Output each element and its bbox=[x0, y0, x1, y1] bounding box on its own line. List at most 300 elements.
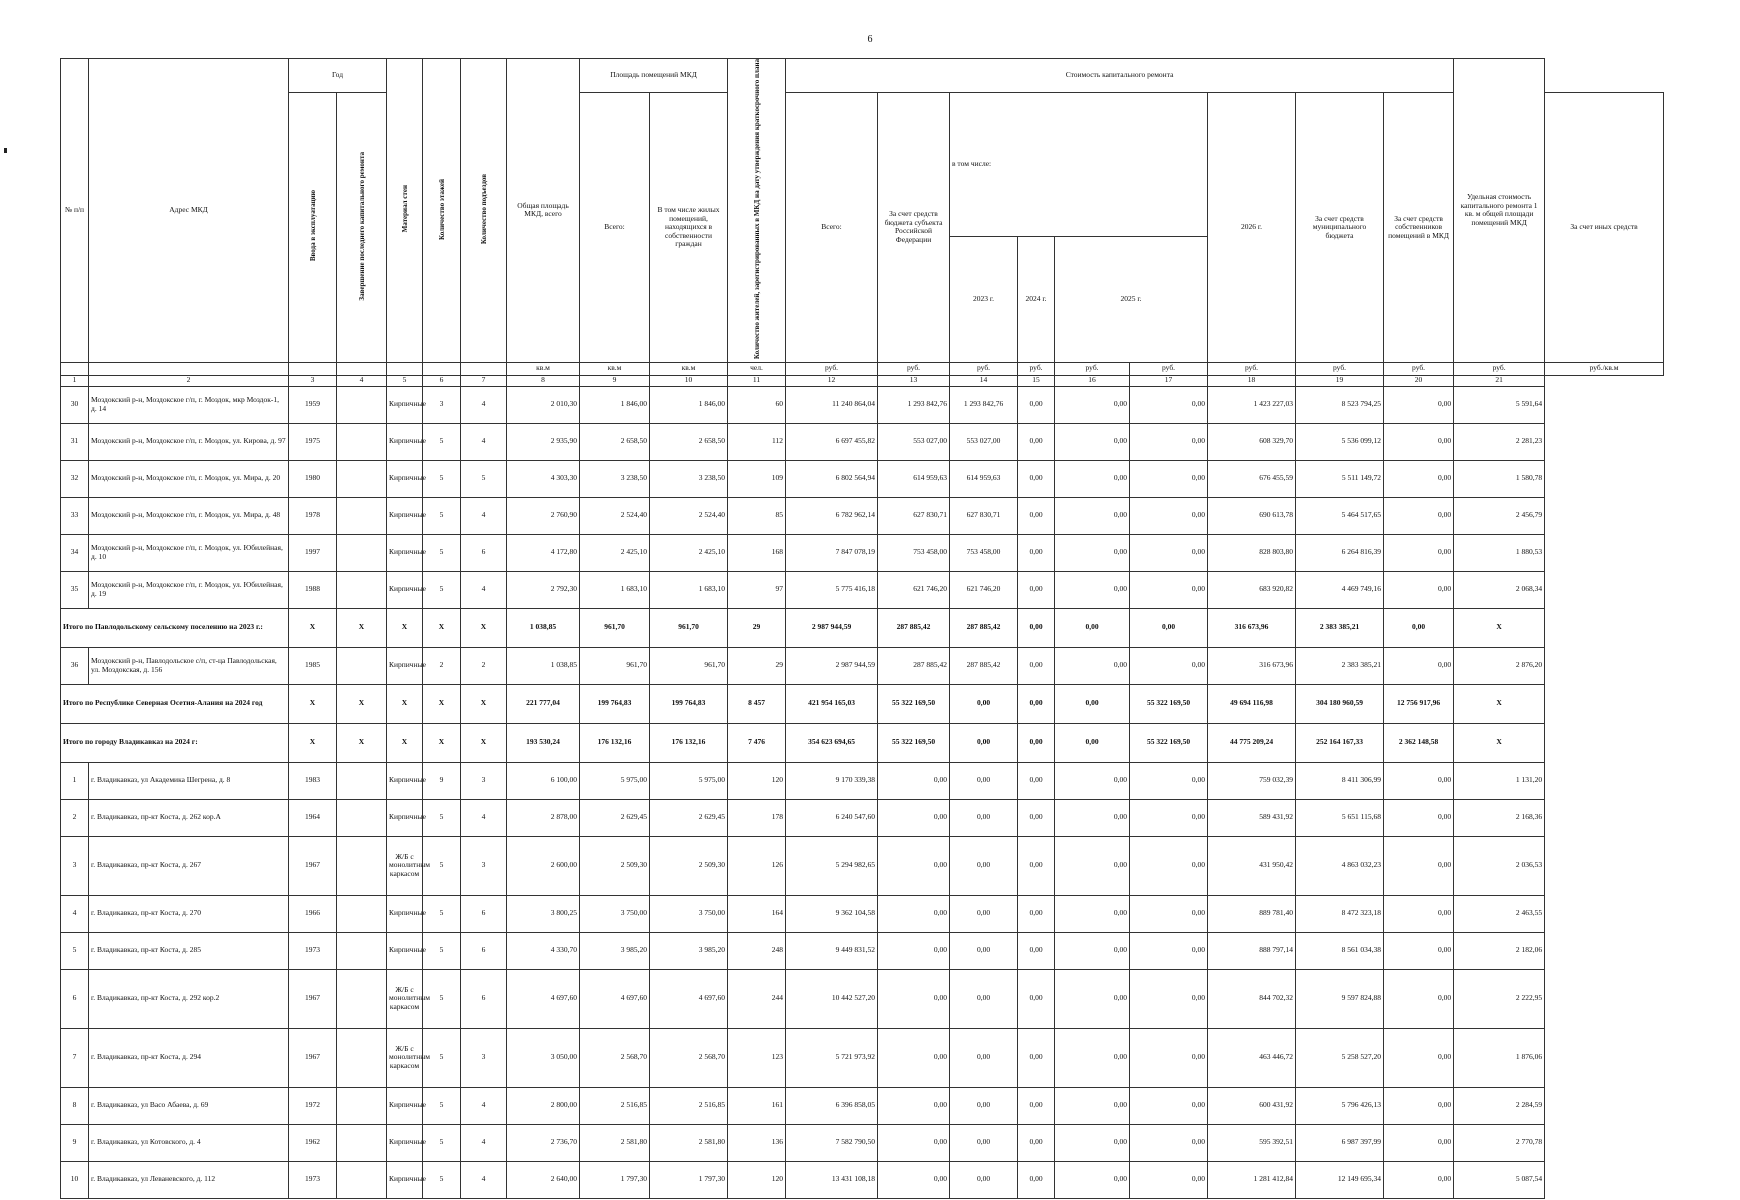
table-cell: 5 258 527,20 bbox=[1296, 1028, 1384, 1087]
table-cell: Кирпичные bbox=[387, 571, 423, 608]
unit-cell: кв.м bbox=[650, 362, 728, 375]
table-row bbox=[61, 1161, 1664, 1198]
table-cell: Ж/Б с монолитным каркасом bbox=[387, 1028, 423, 1087]
table-cell: 5 bbox=[423, 534, 461, 571]
table-cell: 2 281,23 bbox=[1454, 423, 1545, 460]
table-cell: 2 640,00 bbox=[507, 1161, 580, 1198]
table-cell: 5 bbox=[423, 799, 461, 836]
total-cell: X bbox=[289, 684, 337, 723]
header-num: № п/п bbox=[61, 59, 89, 363]
table-cell: 7 847 078,19 bbox=[786, 534, 878, 571]
table-cell: 5 bbox=[423, 1161, 461, 1198]
table-cell: 614 959,63 bbox=[878, 460, 950, 497]
total-cell: 0,00 bbox=[1384, 608, 1454, 647]
table-cell: 0,00 bbox=[950, 1087, 1018, 1124]
header-including: в том числе: bbox=[950, 93, 1208, 237]
table-cell: 4 bbox=[461, 1087, 507, 1124]
table-row bbox=[61, 497, 1664, 534]
table-cell: Кирпичные bbox=[387, 932, 423, 969]
table-cell: 5 bbox=[423, 571, 461, 608]
table-cell: 0,00 bbox=[1055, 647, 1130, 684]
table-cell: 2 581,80 bbox=[650, 1124, 728, 1161]
table-cell: 2 516,85 bbox=[650, 1087, 728, 1124]
table-cell: 0,00 bbox=[1055, 1028, 1130, 1087]
table-cell: 0,00 bbox=[1018, 932, 1055, 969]
row-number-cell: 6 bbox=[61, 969, 89, 1028]
table-cell: 2 456,79 bbox=[1454, 497, 1545, 534]
total-cell: 7 476 bbox=[728, 723, 786, 762]
total-cell: X bbox=[423, 723, 461, 762]
table-cell: 2 987 944,59 bbox=[786, 647, 878, 684]
table-cell: 3 238,50 bbox=[580, 460, 650, 497]
header-premises-total: Всего: bbox=[580, 93, 650, 363]
address-cell: Моздокский р-н, Моздокское г/п, г. Моздок, ул. Юбилейная, д. 19 bbox=[89, 571, 289, 608]
total-cell: X bbox=[1454, 608, 1545, 647]
table-cell: 0,00 bbox=[1018, 1028, 1055, 1087]
unit-cell: руб. bbox=[950, 362, 1018, 375]
table-cell: 0,00 bbox=[1018, 1124, 1055, 1161]
table-cell: 589 431,92 bbox=[1208, 799, 1296, 836]
table-cell: 0,00 bbox=[1130, 762, 1208, 799]
table-cell: 0,00 bbox=[1384, 799, 1454, 836]
table-cell: 5 087,54 bbox=[1454, 1161, 1545, 1198]
table-cell: 4 697,60 bbox=[650, 969, 728, 1028]
column-number: 18 bbox=[1208, 375, 1296, 386]
table-cell: 4 bbox=[461, 1161, 507, 1198]
table-cell: 109 bbox=[728, 460, 786, 497]
table-cell: 753 458,00 bbox=[878, 534, 950, 571]
table-cell: 431 950,42 bbox=[1208, 836, 1296, 895]
table-cell: 621 746,20 bbox=[950, 571, 1018, 608]
table-cell: 3 985,20 bbox=[580, 932, 650, 969]
header-other: За счет иных средств bbox=[1545, 93, 1664, 363]
table-cell: 168 bbox=[728, 534, 786, 571]
table-cell: 2 509,30 bbox=[580, 836, 650, 895]
table-cell: 2 284,59 bbox=[1454, 1087, 1545, 1124]
table-cell: 4 bbox=[461, 1124, 507, 1161]
table-cell: 595 392,51 bbox=[1208, 1124, 1296, 1161]
table-cell: 2 792,30 bbox=[507, 571, 580, 608]
table-cell: 0,00 bbox=[1384, 571, 1454, 608]
address-cell: Моздокский р-н, Моздокское г/п, г. Моздок, ул. Юбилейная, д. 10 bbox=[89, 534, 289, 571]
table-cell: 29 bbox=[728, 647, 786, 684]
table-cell: Кирпичные bbox=[387, 534, 423, 571]
table-cell: 0,00 bbox=[878, 1028, 950, 1087]
table-cell: 164 bbox=[728, 895, 786, 932]
table-cell: 0,00 bbox=[950, 895, 1018, 932]
table-cell: 1967 bbox=[289, 1028, 337, 1087]
table-cell: 1980 bbox=[289, 460, 337, 497]
table-cell: 0,00 bbox=[1055, 386, 1130, 423]
total-cell: X bbox=[1454, 723, 1545, 762]
table-cell: 0,00 bbox=[1055, 1087, 1130, 1124]
table-cell bbox=[337, 534, 387, 571]
table-cell: 1 423 227,03 bbox=[1208, 386, 1296, 423]
total-cell: X bbox=[337, 723, 387, 762]
table-cell: 2 935,90 bbox=[507, 423, 580, 460]
table-cell bbox=[337, 460, 387, 497]
table-cell: 2 876,20 bbox=[1454, 647, 1545, 684]
table-cell: 753 458,00 bbox=[950, 534, 1018, 571]
table-row bbox=[61, 932, 1664, 969]
total-cell: 287 885,42 bbox=[950, 608, 1018, 647]
column-number: 17 bbox=[1130, 375, 1208, 386]
table-cell: 6 802 564,94 bbox=[786, 460, 878, 497]
header-year-commissioning: Ввода в эксплуатацию bbox=[289, 93, 337, 363]
table-cell: 8 472 323,18 bbox=[1296, 895, 1384, 932]
table-cell: 0,00 bbox=[1055, 1161, 1130, 1198]
column-number: 8 bbox=[507, 375, 580, 386]
total-cell: 0,00 bbox=[950, 684, 1018, 723]
table-cell: 7 582 790,50 bbox=[786, 1124, 878, 1161]
table-cell: 0,00 bbox=[1130, 1161, 1208, 1198]
total-cell: X bbox=[461, 723, 507, 762]
total-cell: 55 322 169,50 bbox=[878, 684, 950, 723]
table-cell: 2 629,45 bbox=[650, 799, 728, 836]
table-cell: 8 411 306,99 bbox=[1296, 762, 1384, 799]
total-cell: 49 694 116,98 bbox=[1208, 684, 1296, 723]
row-number-cell: 32 bbox=[61, 460, 89, 497]
table-cell: 614 959,63 bbox=[950, 460, 1018, 497]
table-cell: 4 863 032,23 bbox=[1296, 836, 1384, 895]
unit-cell: руб. bbox=[1454, 362, 1545, 375]
table-cell: 97 bbox=[728, 571, 786, 608]
header-cost-total: Всего: bbox=[786, 93, 878, 363]
table-cell: 1972 bbox=[289, 1087, 337, 1124]
unit-cell: руб. bbox=[1130, 362, 1208, 375]
table-cell: 0,00 bbox=[878, 895, 950, 932]
header-y2025: 2025 г. bbox=[1055, 237, 1208, 362]
table-cell: 0,00 bbox=[1018, 423, 1055, 460]
table-cell: 5 bbox=[423, 836, 461, 895]
total-cell: 0,00 bbox=[1018, 608, 1055, 647]
table-cell: 0,00 bbox=[1384, 932, 1454, 969]
column-number: 14 bbox=[950, 375, 1018, 386]
table-cell bbox=[337, 647, 387, 684]
table-cell: 0,00 bbox=[1018, 534, 1055, 571]
table-cell: 0,00 bbox=[1130, 423, 1208, 460]
column-number: 19 bbox=[1296, 375, 1384, 386]
total-cell: X bbox=[337, 684, 387, 723]
table-cell: 4 bbox=[461, 423, 507, 460]
table-cell: 2 658,50 bbox=[650, 423, 728, 460]
table-cell: 6 264 816,39 bbox=[1296, 534, 1384, 571]
table-cell: 1978 bbox=[289, 497, 337, 534]
table-cell: 4 bbox=[461, 571, 507, 608]
table-cell: 161 bbox=[728, 1087, 786, 1124]
table-cell: 1 131,20 bbox=[1454, 762, 1545, 799]
total-cell: 304 180 960,59 bbox=[1296, 684, 1384, 723]
table-cell: 8 561 034,38 bbox=[1296, 932, 1384, 969]
row-number-cell: 8 bbox=[61, 1087, 89, 1124]
table-cell: Кирпичные bbox=[387, 1124, 423, 1161]
table-cell: 0,00 bbox=[878, 1124, 950, 1161]
table-cell: 2 760,90 bbox=[507, 497, 580, 534]
table-cell: 5 511 149,72 bbox=[1296, 460, 1384, 497]
table-cell: 1 580,78 bbox=[1454, 460, 1545, 497]
unit-cell: руб. bbox=[1018, 362, 1055, 375]
table-cell bbox=[337, 762, 387, 799]
table-cell: 0,00 bbox=[878, 969, 950, 1028]
table-cell: 5 651 115,68 bbox=[1296, 799, 1384, 836]
total-label: Итого по городу Владикавказ на 2024 г: bbox=[61, 723, 289, 762]
total-cell: 1 038,85 bbox=[507, 608, 580, 647]
table-cell: 0,00 bbox=[878, 799, 950, 836]
table-cell: 0,00 bbox=[1130, 836, 1208, 895]
table-cell: 0,00 bbox=[1130, 932, 1208, 969]
table-cell: 0,00 bbox=[1130, 460, 1208, 497]
table-cell: 9 597 824,88 bbox=[1296, 969, 1384, 1028]
table-cell: 0,00 bbox=[1384, 534, 1454, 571]
table-cell: 6 782 962,14 bbox=[786, 497, 878, 534]
table-cell: 0,00 bbox=[1018, 647, 1055, 684]
table-cell: 0,00 bbox=[1018, 1161, 1055, 1198]
table-cell: Ж/Б с монолитным каркасом bbox=[387, 969, 423, 1028]
table-cell: 553 027,00 bbox=[878, 423, 950, 460]
table-cell: 5 bbox=[423, 1087, 461, 1124]
total-cell: X bbox=[1454, 684, 1545, 723]
table-cell: 676 455,59 bbox=[1208, 460, 1296, 497]
table-cell: 3 bbox=[461, 1028, 507, 1087]
address-cell: г. Владикавказ, пр-кт Коста, д. 292 кор.2 bbox=[89, 969, 289, 1028]
column-number: 6 bbox=[423, 375, 461, 386]
table-row bbox=[61, 762, 1664, 799]
table-cell: 4 bbox=[461, 497, 507, 534]
table-cell: 0,00 bbox=[1384, 762, 1454, 799]
column-number: 20 bbox=[1384, 375, 1454, 386]
table-cell: Кирпичные bbox=[387, 799, 423, 836]
table-cell: 10 442 527,20 bbox=[786, 969, 878, 1028]
table-cell: 9 449 831,52 bbox=[786, 932, 878, 969]
table-cell: 2 524,40 bbox=[650, 497, 728, 534]
table-cell: 3 bbox=[461, 836, 507, 895]
table-cell: 3 750,00 bbox=[650, 895, 728, 932]
total-cell: 55 322 169,50 bbox=[878, 723, 950, 762]
total-cell: 55 322 169,50 bbox=[1130, 684, 1208, 723]
table-cell: 1 846,00 bbox=[650, 386, 728, 423]
total-cell: 199 764,83 bbox=[580, 684, 650, 723]
table-cell bbox=[337, 386, 387, 423]
address-cell: г. Владикавказ, пр-кт Коста, д. 294 bbox=[89, 1028, 289, 1087]
table-cell: 2 383 385,21 bbox=[1296, 647, 1384, 684]
table-cell: 608 329,70 bbox=[1208, 423, 1296, 460]
total-cell: 961,70 bbox=[580, 608, 650, 647]
table-cell: 5 bbox=[461, 460, 507, 497]
total-cell: X bbox=[423, 608, 461, 647]
table-cell: 1 876,06 bbox=[1454, 1028, 1545, 1087]
table-cell: 4 303,30 bbox=[507, 460, 580, 497]
address-cell: г. Владикавказ, ул Академика Шегрена, д. 8 bbox=[89, 762, 289, 799]
table-cell: 2 800,00 bbox=[507, 1087, 580, 1124]
table-cell: 1 038,85 bbox=[507, 647, 580, 684]
table-cell: 0,00 bbox=[1384, 460, 1454, 497]
address-cell: г. Владикавказ, пр-кт Коста, д. 267 bbox=[89, 836, 289, 895]
address-cell: Моздокский р-н, Моздокское г/п, г. Моздок, мкр Моздок-1, д. 14 bbox=[89, 386, 289, 423]
total-cell: X bbox=[387, 723, 423, 762]
table-cell: 0,00 bbox=[1384, 836, 1454, 895]
table-cell: 2 010,30 bbox=[507, 386, 580, 423]
column-number: 12 bbox=[786, 375, 878, 386]
row-number-cell: 9 bbox=[61, 1124, 89, 1161]
table-cell: 4 330,70 bbox=[507, 932, 580, 969]
column-number: 11 bbox=[728, 375, 786, 386]
table-cell: 2 168,36 bbox=[1454, 799, 1545, 836]
address-cell: г. Владикавказ, ул Леваневского, д. 112 bbox=[89, 1161, 289, 1198]
table-cell: 690 613,78 bbox=[1208, 497, 1296, 534]
table-cell: 9 bbox=[423, 762, 461, 799]
total-cell: 55 322 169,50 bbox=[1130, 723, 1208, 762]
table-cell: 12 149 695,34 bbox=[1296, 1161, 1384, 1198]
table-cell: 1 797,30 bbox=[580, 1161, 650, 1198]
total-cell: 193 530,24 bbox=[507, 723, 580, 762]
table-cell: 4 172,80 bbox=[507, 534, 580, 571]
table-cell: 126 bbox=[728, 836, 786, 895]
header-premises-group: Площадь помещений МКД bbox=[580, 59, 728, 93]
address-cell: г. Владикавказ, пр-кт Коста, д. 270 bbox=[89, 895, 289, 932]
table-cell: 6 987 397,99 bbox=[1296, 1124, 1384, 1161]
table-cell: Кирпичные bbox=[387, 762, 423, 799]
column-number: 2 bbox=[89, 375, 289, 386]
table-cell: 0,00 bbox=[1384, 895, 1454, 932]
table-cell: 3 238,50 bbox=[650, 460, 728, 497]
table-row bbox=[61, 534, 1664, 571]
total-label: Итого по Республике Северная Осетия-Алания на 2024 год bbox=[61, 684, 289, 723]
total-cell: 0,00 bbox=[1018, 723, 1055, 762]
address-cell: г. Владикавказ, пр-кт Коста, д. 262 кор.А bbox=[89, 799, 289, 836]
row-number-cell: 5 bbox=[61, 932, 89, 969]
table-cell: 553 027,00 bbox=[950, 423, 1018, 460]
table-cell: 2 770,78 bbox=[1454, 1124, 1545, 1161]
table-cell: 1964 bbox=[289, 799, 337, 836]
address-cell: г. Владикавказ, ул Васо Абаева, д. 69 bbox=[89, 1087, 289, 1124]
table-cell: 3 050,00 bbox=[507, 1028, 580, 1087]
table-cell: 13 431 108,18 bbox=[786, 1161, 878, 1198]
table-cell: Кирпичные bbox=[387, 1087, 423, 1124]
table-cell: 0,00 bbox=[1384, 1087, 1454, 1124]
table-cell: 5 bbox=[423, 1028, 461, 1087]
table-cell: 5 294 982,65 bbox=[786, 836, 878, 895]
table-cell: 0,00 bbox=[1130, 647, 1208, 684]
table-cell: 1 281 412,84 bbox=[1208, 1161, 1296, 1198]
table-cell: 1959 bbox=[289, 386, 337, 423]
table-cell: 316 673,96 bbox=[1208, 647, 1296, 684]
table-cell: 2 600,00 bbox=[507, 836, 580, 895]
table-cell: 248 bbox=[728, 932, 786, 969]
table-cell bbox=[337, 1028, 387, 1087]
table-cell: Кирпичные bbox=[387, 460, 423, 497]
total-cell: X bbox=[461, 684, 507, 723]
column-number: 9 bbox=[580, 375, 650, 386]
row-number-cell: 10 bbox=[61, 1161, 89, 1198]
table-cell: 287 885,42 bbox=[950, 647, 1018, 684]
header-cost-group: Стоимость капитального ремонта bbox=[786, 59, 1454, 93]
total-cell: 287 885,42 bbox=[878, 608, 950, 647]
table-cell: 0,00 bbox=[1018, 571, 1055, 608]
table-cell: 6 bbox=[461, 895, 507, 932]
table-cell: 0,00 bbox=[1018, 836, 1055, 895]
table-cell: 0,00 bbox=[1384, 1161, 1454, 1198]
table-row bbox=[61, 799, 1664, 836]
table-cell: 2 425,10 bbox=[650, 534, 728, 571]
table-cell: 6 bbox=[461, 534, 507, 571]
address-cell: г. Владикавказ, ул Котовского, д. 4 bbox=[89, 1124, 289, 1161]
table-cell: 0,00 bbox=[950, 932, 1018, 969]
table-cell: 1975 bbox=[289, 423, 337, 460]
unit-cell: руб. bbox=[786, 362, 878, 375]
total-cell: 316 673,96 bbox=[1208, 608, 1296, 647]
address-cell: Моздокский р-н, Моздокское г/п, г. Моздок, ул. Кирова, д. 97 bbox=[89, 423, 289, 460]
table-cell bbox=[337, 1161, 387, 1198]
row-number-cell: 34 bbox=[61, 534, 89, 571]
header-federal: За счет средств бюджета субъекта Российской Федерации bbox=[878, 93, 950, 363]
column-number: 3 bbox=[289, 375, 337, 386]
table-cell: 0,00 bbox=[1018, 497, 1055, 534]
header-residents: Количество жителей, зарегистрированных в МКД на дату утверждения краткосрочного плана bbox=[728, 59, 786, 363]
table-cell: 9 170 339,38 bbox=[786, 762, 878, 799]
table-cell: 4 bbox=[461, 386, 507, 423]
table-cell: 1 293 842,76 bbox=[950, 386, 1018, 423]
table-cell: 11 240 864,04 bbox=[786, 386, 878, 423]
table-cell: 0,00 bbox=[1130, 1087, 1208, 1124]
table-cell: 0,00 bbox=[1055, 497, 1130, 534]
address-cell: Моздокский р-н, Павлодольское с/п, ст-ца Павлодольская, ул. Моздокская, д. 156 bbox=[89, 647, 289, 684]
total-cell: 8 457 bbox=[728, 684, 786, 723]
table-cell: 4 bbox=[461, 799, 507, 836]
table-cell: 178 bbox=[728, 799, 786, 836]
table-cell: 3 800,25 bbox=[507, 895, 580, 932]
table-cell: 5 536 099,12 bbox=[1296, 423, 1384, 460]
table-cell: 0,00 bbox=[1018, 1087, 1055, 1124]
table-cell: 6 bbox=[461, 932, 507, 969]
table-cell: 4 469 749,16 bbox=[1296, 571, 1384, 608]
total-row bbox=[61, 723, 1664, 762]
table-cell: 0,00 bbox=[878, 1087, 950, 1124]
table-cell bbox=[337, 497, 387, 534]
unit-cell: руб. bbox=[1384, 362, 1454, 375]
row-number-cell: 31 bbox=[61, 423, 89, 460]
table-cell: 2 736,70 bbox=[507, 1124, 580, 1161]
table-row bbox=[61, 460, 1664, 497]
table-cell bbox=[337, 969, 387, 1028]
table-cell: 0,00 bbox=[1130, 534, 1208, 571]
table-cell: 0,00 bbox=[1055, 895, 1130, 932]
table-cell: 1997 bbox=[289, 534, 337, 571]
table-cell: 621 746,20 bbox=[878, 571, 950, 608]
table-cell: 2 bbox=[461, 647, 507, 684]
table-cell: 888 797,14 bbox=[1208, 932, 1296, 969]
table-cell: 3 bbox=[423, 386, 461, 423]
table-cell: 123 bbox=[728, 1028, 786, 1087]
table-cell: 0,00 bbox=[1130, 571, 1208, 608]
column-number: 15 bbox=[1018, 375, 1055, 386]
table-cell: 2 524,40 bbox=[580, 497, 650, 534]
total-cell: X bbox=[461, 608, 507, 647]
table-cell: 136 bbox=[728, 1124, 786, 1161]
table-cell: 828 803,80 bbox=[1208, 534, 1296, 571]
repair-plan-table bbox=[60, 58, 1664, 1199]
table-cell: 627 830,71 bbox=[950, 497, 1018, 534]
table-cell: 1973 bbox=[289, 932, 337, 969]
table-cell: 1983 bbox=[289, 762, 337, 799]
unit-cell: чел. bbox=[728, 362, 786, 375]
total-cell: 2 987 944,59 bbox=[786, 608, 878, 647]
total-cell: 0,00 bbox=[1055, 684, 1130, 723]
table-cell: 5 bbox=[423, 1124, 461, 1161]
table-cell: 2 bbox=[423, 647, 461, 684]
table-body bbox=[61, 386, 1664, 1198]
total-cell: 12 756 917,96 bbox=[1384, 684, 1454, 723]
table-cell: Ж/Б с монолитным каркасом bbox=[387, 836, 423, 895]
